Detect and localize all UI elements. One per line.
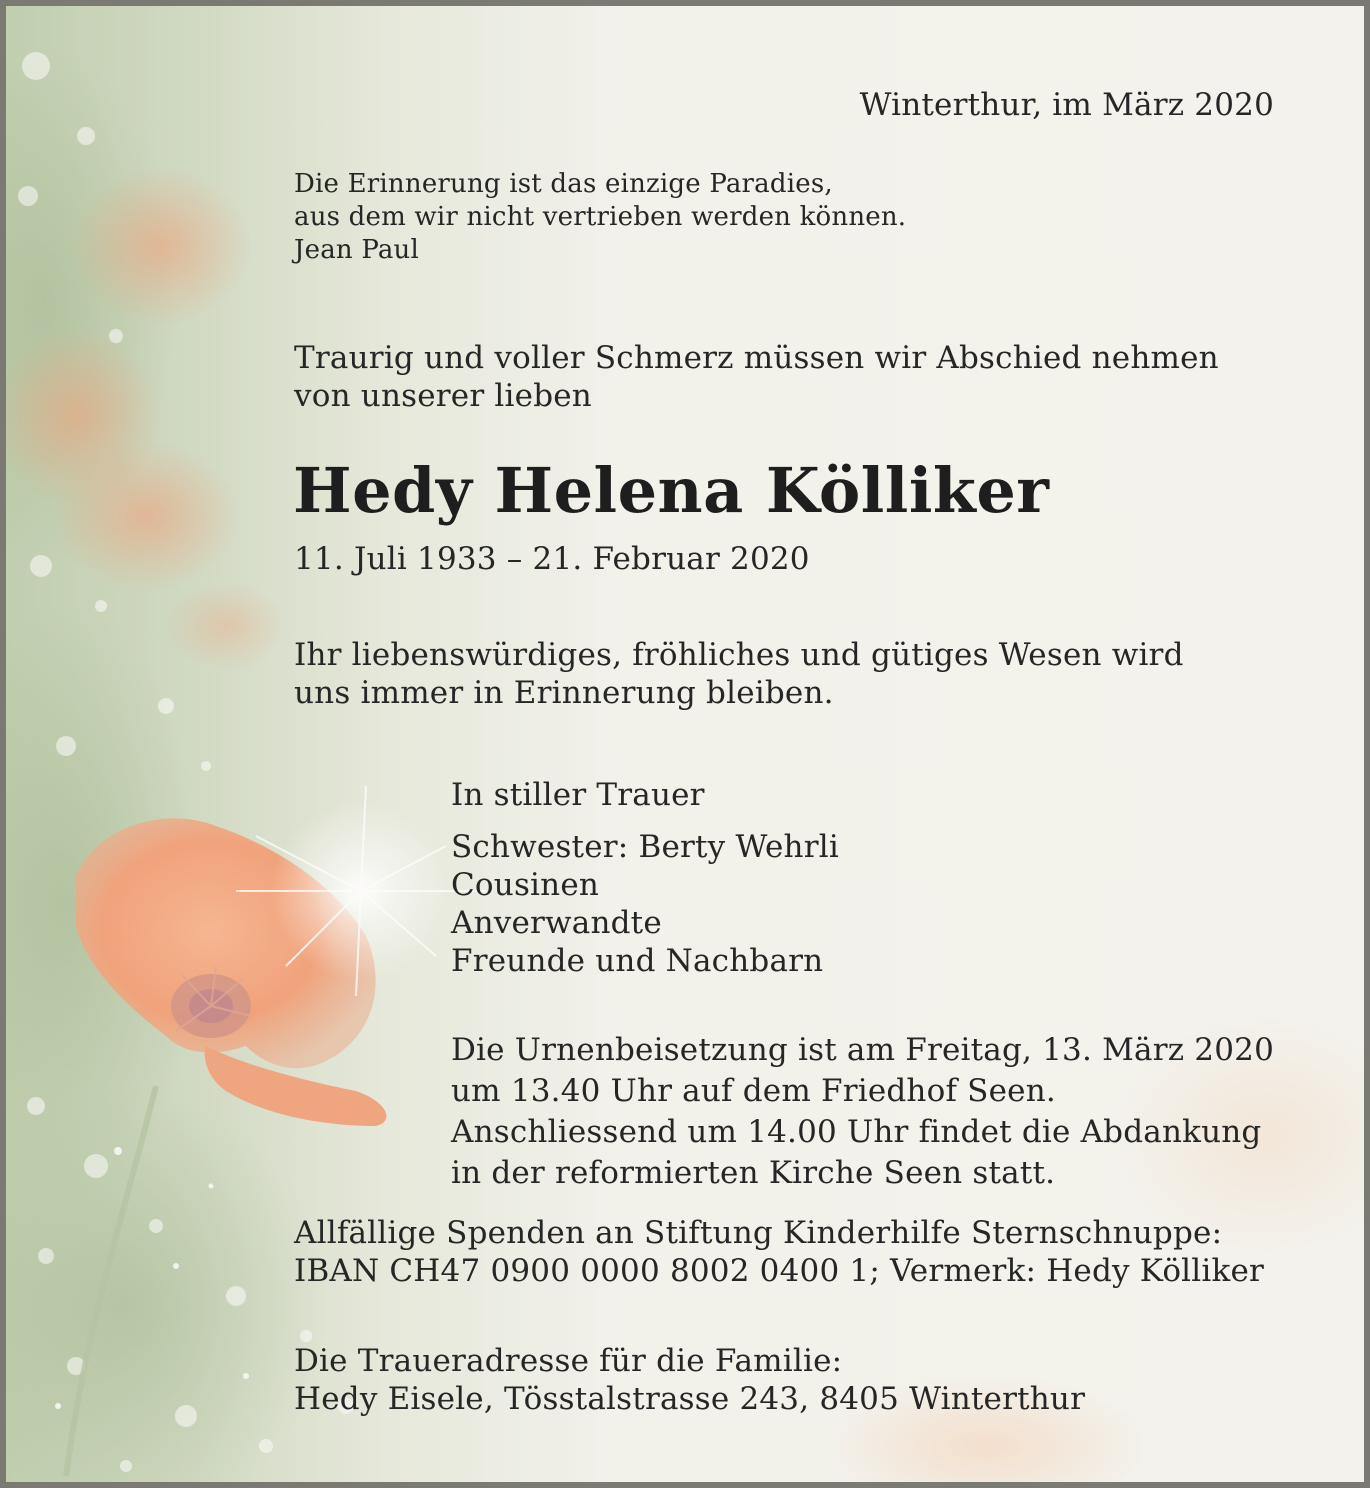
service-line: um 13.40 Uhr auf dem Friedhof Seen.: [451, 1073, 1056, 1109]
mourners-list: [451, 828, 839, 980]
mourning-heading: In stiller Trauer: [451, 777, 705, 813]
service-line: Die Urnenbeisetzung ist am Freitag, 13. März 2020: [451, 1032, 1274, 1068]
tribute-text: [294, 636, 1184, 712]
obituary-notice: [6, 6, 1364, 1482]
mourning-address: [294, 1342, 1085, 1418]
intro-text: [294, 339, 1219, 415]
donation-info: [294, 1214, 1264, 1290]
mourner-item: Anverwandte: [451, 905, 662, 941]
intro-line: von unserer lieben: [294, 378, 592, 414]
mourner-item: Schwester: Berty Wehrli: [451, 829, 839, 865]
mourner-item: Freunde und Nachbarn: [451, 943, 824, 979]
service-line: in der reformierten Kirche Seen statt.: [451, 1155, 1056, 1191]
quote-line: aus dem wir nicht vertrieben werden können.: [294, 202, 907, 232]
tribute-line: Ihr liebenswürdiges, fröhliches und gütiges Wesen wird: [294, 637, 1184, 673]
tribute-line: uns immer in Erinnerung bleiben.: [294, 675, 834, 711]
dateline: Winterthur, im März 2020: [859, 87, 1274, 123]
lifespan-dates: 11. Juli 1933 – 21. Februar 2020: [294, 541, 810, 577]
intro-line: Traurig und voller Schmerz müssen wir Abschied nehmen: [294, 340, 1219, 376]
deceased-name: Hedy Helena Kölliker: [293, 454, 1050, 527]
service-line: Anschliessend um 14.00 Uhr findet die Abdankung: [451, 1114, 1262, 1150]
donation-line: Allfällige Spenden an Stiftung Kinderhilfe Sternschnuppe:: [294, 1215, 1223, 1251]
donation-line: IBAN CH47 0900 0000 8002 0400 1; Vermerk: Hedy Kölliker: [294, 1253, 1265, 1289]
memorial-quote: [294, 168, 906, 267]
service-details: [451, 1030, 1274, 1194]
quote-author: Jean Paul: [294, 235, 420, 265]
quote-line: Die Erinnerung ist das einzige Paradies,: [294, 169, 833, 199]
mourner-item: Cousinen: [451, 867, 600, 903]
address-line: Die Traueradresse für die Familie:: [294, 1343, 843, 1379]
address-line: Hedy Eisele, Tösstalstrasse 243, 8405 Winterthur: [294, 1381, 1086, 1417]
